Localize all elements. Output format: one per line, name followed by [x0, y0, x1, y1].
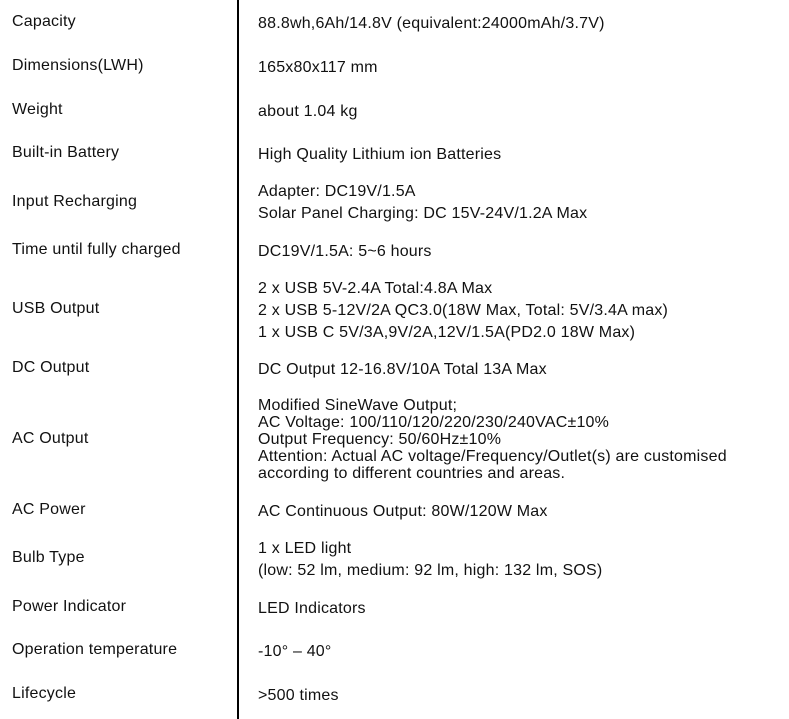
spec-value-line: 2 x USB 5-12V/2A QC3.0(18W Max, Total: 5V/3.4A max): [258, 302, 669, 319]
spec-label: Dimensions(LWH): [12, 57, 144, 74]
spec-label: Operation temperature: [12, 641, 178, 658]
spec-value-line: about 1.04 kg: [258, 103, 358, 120]
spec-value-line: Solar Panel Charging: DC 15V-24V/1.2A Max: [258, 205, 588, 222]
spec-value-line: 1 x LED light: [258, 540, 352, 557]
spec-label: DC Output: [12, 359, 90, 376]
spec-value-line: >500 times: [258, 687, 339, 704]
spec-label: Input Recharging: [12, 193, 138, 210]
spec-value-line: according to different countries and areas.: [258, 465, 566, 482]
spec-value: [258, 144, 783, 166]
spec-value: [258, 13, 783, 35]
column-divider: [237, 0, 239, 719]
spec-value: [258, 359, 783, 381]
spec-value: [258, 501, 783, 523]
spec-value: [258, 241, 783, 263]
spec-value-line: 2 x USB 5V-2.4A Total:4.8A Max: [258, 280, 493, 297]
spec-label: AC Output: [12, 430, 89, 447]
spec-value-line: Output Frequency: 50/60Hz±10%: [258, 431, 502, 448]
spec-value: [258, 57, 783, 79]
spec-label: Lifecycle: [12, 685, 77, 702]
spec-value-line: DC Output 12-16.8V/10A Total 13A Max: [258, 361, 547, 378]
spec-value: [258, 101, 783, 123]
spec-value-line: AC Voltage: 100/110/120/220/230/240VAC±10%: [258, 414, 610, 431]
spec-value-line: LED Indicators: [258, 600, 366, 617]
spec-value: [258, 641, 783, 663]
spec-label: Bulb Type: [12, 549, 85, 566]
spec-value-line: 1 x USB C 5V/3A,9V/2A,12V/1.5A(PD2.0 18W Max): [258, 324, 636, 341]
spec-label: AC Power: [12, 501, 86, 518]
spec-value: [258, 278, 783, 344]
spec-value-line: Attention: Actual AC voltage/Frequency/Outlet(s) are customised: [258, 448, 727, 465]
spec-value: [258, 181, 783, 225]
spec-value-line: Modified SineWave Output;: [258, 397, 458, 414]
spec-label: Built-in Battery: [12, 144, 120, 161]
spec-value-line: 88.8wh,6Ah/14.8V (equivalent:24000mAh/3.7V): [258, 15, 605, 32]
spec-value-line: High Quality Lithium ion Batteries: [258, 146, 502, 163]
spec-value: [258, 538, 783, 582]
spec-value: [258, 598, 783, 620]
spec-value-line: AC Continuous Output: 80W/120W Max: [258, 503, 548, 520]
spec-value-line: DC19V/1.5A: 5~6 hours: [258, 243, 432, 260]
spec-value-line: -10° – 40°: [258, 643, 332, 660]
spec-value: [258, 685, 783, 707]
spec-label: USB Output: [12, 300, 100, 317]
spec-value: [258, 397, 783, 482]
spec-value-line: (low: 52 lm, medium: 92 lm, high: 132 lm, SOS): [258, 562, 603, 579]
spec-value-line: 165x80x117 mm: [258, 59, 378, 76]
spec-label: Weight: [12, 101, 63, 118]
spec-label: Time until fully charged: [12, 241, 181, 258]
spec-value-line: Adapter: DC19V/1.5A: [258, 183, 416, 200]
spec-label: Capacity: [12, 13, 76, 30]
spec-label: Power Indicator: [12, 598, 127, 615]
